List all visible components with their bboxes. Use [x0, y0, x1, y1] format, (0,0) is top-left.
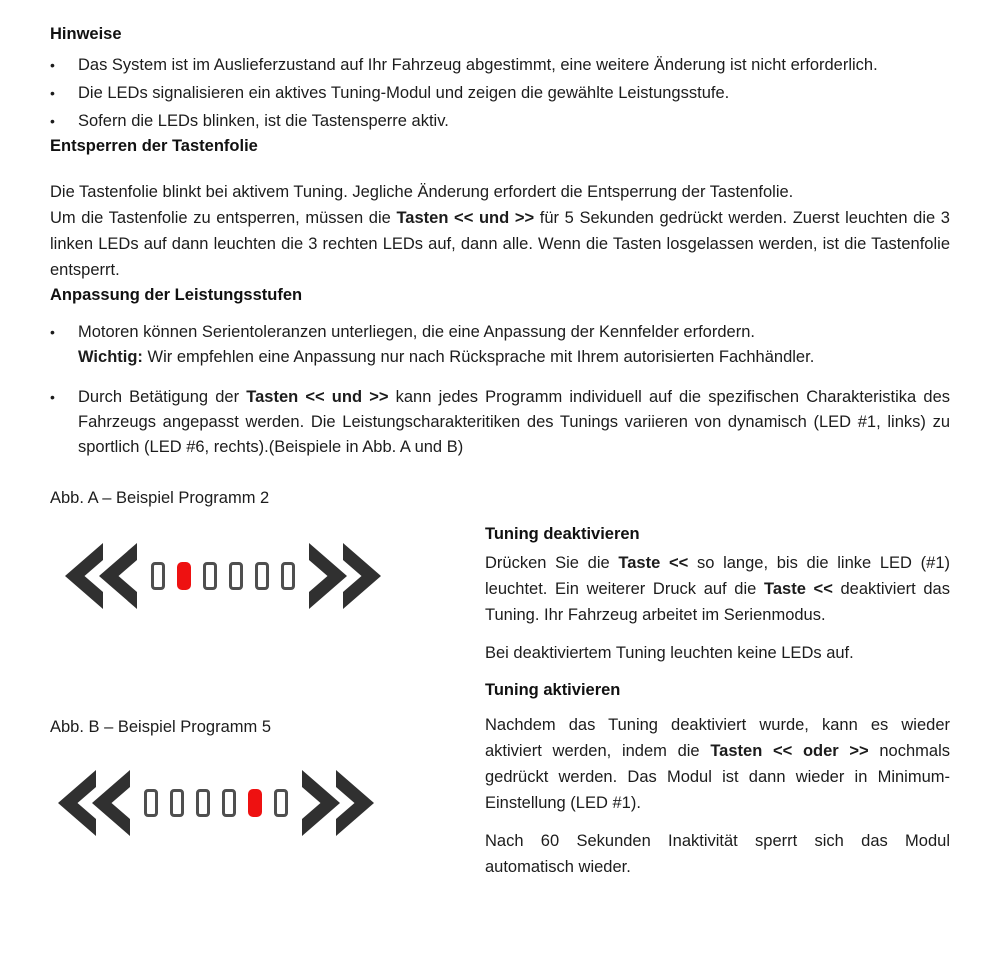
list-item-text: Sofern die LEDs blinken, ist die Tastensperre aktiv.: [78, 112, 449, 130]
led-active-indicator: [177, 562, 191, 590]
paragraph-text: Nach 60 Sekunden Inaktivität sperrt sich das Modul automatisch wieder.: [485, 832, 950, 876]
paragraph-text: Bei deaktiviertem Tuning leuchten keine LEDs auf.: [485, 644, 854, 662]
text-run: für 5 Sekunden gedrückt werden. Zuerst leuchten die 3 linken LEDs auf dann leuchten die 3 rechten LEDs auf, dann alle. Wenn die Tasten losgelassen werden, ist die Tastenfolie entsperrt.: [50, 209, 950, 279]
led-off-indicator: [203, 562, 217, 590]
double-chevron-right-icon: [309, 543, 381, 609]
section-title-tuning-aktivieren: Tuning aktivieren: [485, 681, 621, 699]
instructions-column: [485, 486, 950, 880]
bullet-icon: •: [50, 57, 55, 73]
text-run: Durch Betätigung der: [78, 388, 247, 406]
bold-text-run: Tasten << oder >>: [710, 742, 869, 760]
text-run: nochmals gedrückt werden. Das Modul ist dann wieder in Minimum-Einstellung (LED #1).: [485, 742, 950, 812]
list-item: [50, 320, 950, 370]
list-item-text: Die LEDs signalisieren ein aktives Tuning-Modul und zeigen die gewählte Leistungsstufe.: [78, 84, 730, 102]
text-run: Drücken Sie die: [485, 554, 619, 572]
bullet-icon: •: [50, 113, 55, 129]
figure-b-label: Abb. B – Beispiel Programm 5: [50, 718, 272, 736]
entsperren-paragraph: [50, 179, 950, 283]
hinweise-list: [50, 53, 950, 134]
led-display-figure-a: [65, 543, 485, 609]
list-item: [50, 385, 950, 460]
led-strip: [144, 789, 288, 817]
section-title-entsperren: Entsperren der Tastenfolie: [50, 137, 258, 155]
led-off-indicator: [229, 562, 243, 590]
list-item: [50, 81, 950, 106]
led-off-indicator: [170, 789, 184, 817]
list-item: [50, 109, 950, 134]
bold-text-run: Tasten << und >>: [246, 388, 389, 406]
text-run: kann jedes Programm individuell auf die spezifischen Charakteristika des Fahrzeugs angepasst werden. Die Leistungscharakteritiken des Tunings variieren von dynamisch (LED #1, links) zu sportlich (LED #6, rechts).(Beispiele in Abb. A und B): [78, 388, 950, 456]
text-run: Um die Tastenfolie zu entsperren, müssen die: [50, 209, 397, 227]
figure-a-label: Abb. A – Beispiel Programm 2: [50, 489, 270, 507]
led-off-indicator: [144, 789, 158, 817]
led-display-figure-b: [58, 770, 485, 836]
led-off-indicator: [255, 562, 269, 590]
text-run: so lange, bis die linke LED (#1) leuchtet. Ein weiterer Druck auf die: [485, 554, 951, 598]
section-title-anpassung: Anpassung der Leistungsstufen: [50, 286, 303, 304]
list-item-text: [78, 385, 950, 460]
double-chevron-left-icon: [58, 770, 130, 836]
text-run: Wir empfehlen eine Anpassung nur nach Rücksprache mit Ihrem autorisierten Fachhändler.: [142, 348, 815, 366]
bold-text-run: Tasten << und >>: [396, 209, 535, 227]
led-off-indicator: [222, 789, 236, 817]
list-item-text: [78, 320, 950, 370]
list-item-text: Das System ist im Auslieferzustand auf Ihr Fahrzeug abgestimmt, eine weitere Änderung ist nicht erforderlich.: [78, 56, 878, 74]
bullet-icon: •: [50, 85, 55, 101]
figures-and-instructions: [50, 486, 950, 880]
list-item: [50, 53, 950, 78]
section-title-tuning-deaktivieren: Tuning deaktivieren: [485, 525, 640, 543]
anpassung-list: [50, 320, 950, 460]
bold-text-run: Taste <<: [618, 554, 689, 572]
led-strip: [151, 562, 295, 590]
led-off-indicator: [281, 562, 295, 590]
figures-column: [50, 486, 485, 880]
led-off-indicator: [196, 789, 210, 817]
led-active-indicator: [248, 789, 262, 817]
double-chevron-right-icon: [302, 770, 374, 836]
bold-text-run: Taste <<: [764, 580, 833, 598]
led-off-indicator: [151, 562, 165, 590]
paragraph-text: [50, 205, 950, 283]
paragraph-line: Die Tastenfolie blinkt bei aktivem Tuning. Jegliche Änderung erfordert die Entsperrung der Tastenfolie.: [50, 183, 794, 201]
section-title-hinweise: Hinweise: [50, 25, 122, 43]
paragraph-text: [485, 550, 950, 628]
text-run: deaktiviert das Tuning. Ihr Fahrzeug arbeitet im Serienmodus.: [485, 580, 950, 624]
led-off-indicator: [274, 789, 288, 817]
text-run: Nachdem das Tuning deaktiviert wurde, kann es wieder aktiviert werden, indem die: [485, 716, 950, 760]
double-chevron-left-icon: [65, 543, 137, 609]
paragraph-text: [485, 712, 950, 816]
bold-text-run: Wichtig:: [78, 348, 143, 366]
bullet-icon: •: [50, 324, 55, 340]
text-run: Motoren können Serientoleranzen unterliegen, die eine Anpassung der Kennfelder erfordern.: [78, 323, 755, 341]
bullet-icon: •: [50, 389, 55, 405]
